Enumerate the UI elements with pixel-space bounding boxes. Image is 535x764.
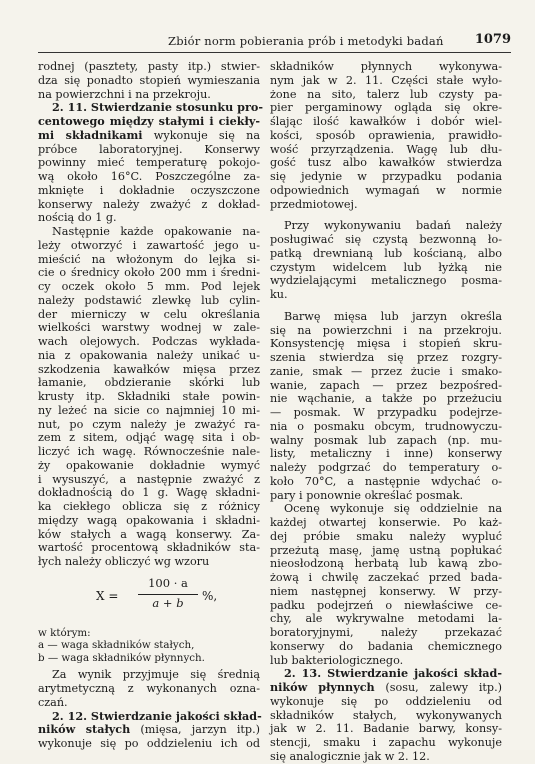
text-line: składników stałych, wykonywanych — [270, 708, 502, 722]
page-header — [38, 30, 511, 53]
legend-line: a — waga składników stałych, — [38, 639, 195, 652]
section-heading: 2. 11. Stwierdzanie stosunku pro- — [52, 100, 263, 115]
text-line: na powierzchni i na przekroju. — [38, 87, 211, 101]
text-line: żone na sito, talerz lub czysty pa- — [270, 87, 502, 101]
section-heading: mi składnikami — [38, 127, 143, 142]
paragraph — [270, 310, 502, 503]
text-line: mknięte i dokładnie oczyszczone — [38, 183, 260, 197]
text-line: należy podstawić zlewkę lub cylin- — [38, 293, 260, 307]
text-line: żową i chwilę zaczekać przed bada- — [270, 571, 502, 584]
text-line: czystym widelcem lub łyżką nie — [270, 260, 502, 274]
text-line: szkodzenia kawałków mięsa przez — [38, 362, 260, 376]
text-line: mieścić na włożonym do lejka si- — [38, 252, 260, 266]
formula-rhs: %, — [202, 588, 218, 603]
spacer — [270, 302, 502, 310]
text-line: stencji, smaku i zapachu wykonuje — [270, 736, 502, 749]
paragraph — [270, 502, 502, 667]
formula-denominator: a + b — [152, 595, 184, 610]
formula-lhs: X = — [96, 588, 119, 603]
section-heading: centowego między stałymi i ciekły- — [38, 114, 260, 128]
section-heading: 2. 13. Stwierdzanie jakości skład- — [284, 666, 502, 681]
section-2-13 — [270, 667, 502, 763]
paragraph — [38, 668, 260, 709]
text-line — [38, 129, 260, 143]
text-line: lub bakteriologicznego. — [270, 653, 404, 667]
text-line: koło 70°C, a następnie wdychać o- — [270, 474, 502, 488]
text-line: wydzielającymi metalicznego posma- — [270, 274, 502, 288]
text-line: i wysuszyć, a następnie zważyć z — [38, 472, 260, 486]
text-line: walny posmak lub zapach (np. mu- — [270, 433, 502, 447]
text-line: łamanie, obdzieranie skórki lub — [38, 376, 260, 390]
section-2-11 — [38, 100, 263, 225]
text-line: posługiwać się czystą bezwonną ło- — [270, 233, 502, 246]
left-column — [38, 60, 263, 751]
text-line: należy podgrzać do temperatury o- — [270, 461, 502, 474]
text-line: nut, po czym należy je zważyć ra- — [38, 417, 260, 431]
text-line: wykonuje się po oddzieleniu ich od — [38, 737, 260, 750]
text-line: szenia stwierdza się przez rozgry- — [270, 351, 502, 364]
text-fragment: (mięsa, jarzyn itp.) — [130, 723, 261, 737]
text-line: Konsystencję mięsa i stopień skru- — [270, 337, 502, 351]
text-line: łych należy obliczyć wg wzoru — [38, 555, 210, 568]
text-line: — posmak. W przypadku podejrze- — [270, 406, 502, 419]
text-line — [38, 723, 260, 737]
text-line: wą około 16°C. Poszczególne za- — [38, 170, 260, 183]
text-line: dza się ponadto stopień wymieszania — [38, 73, 260, 87]
text-fragment: wykonuje się na — [142, 128, 260, 142]
text-line: nieosłodzoną herbatą lub kawą zbo- — [270, 557, 502, 571]
text-line: patką drewnianą lub kościaną, albo — [270, 246, 502, 260]
section-heading: 2. 12. Stwierdzanie jakości skład- — [52, 708, 262, 723]
text-line: się jedynie w przypadku podania — [270, 170, 502, 183]
text-line: Następnie każde opakowanie na- — [52, 225, 260, 238]
text-line: nia z opakowania należy unikać u- — [38, 348, 260, 362]
text-line: liczyć ich wagę. Równocześnie nale- — [38, 445, 260, 458]
formula-legend — [38, 627, 260, 665]
text-line: Za wynik przyjmuje się średnią — [52, 668, 260, 682]
text-fragment: (sosu, zalewy itp.) — [374, 681, 502, 694]
text-line: nie wąchanie, a także po przeżuciu — [270, 392, 502, 406]
text-line: przedmiotowej. — [270, 197, 358, 211]
paragraph — [38, 60, 260, 101]
text-line: nym jak w 2. 11. Części stałe wyło- — [270, 73, 502, 87]
text-line: powinny mieć temperaturę pokojo- — [38, 156, 260, 170]
text-line: gość tusz albo kawałków stwierdza — [270, 156, 502, 170]
text-line: krusty itp. Składniki stałe powin- — [38, 390, 260, 403]
section-heading: ników płynnych — [270, 680, 375, 694]
text-line: rodnej (pasztety, pasty itp.) stwier- — [38, 60, 260, 73]
text-line: pary i ponownie określać posmak. — [270, 488, 464, 502]
text-line: cy oczek około 5 mm. Pod lejek — [38, 280, 260, 293]
text-line: pier pergaminowy ogląda się okre- — [270, 101, 502, 115]
text-line: wanie, zapach — przez bezpośred- — [270, 378, 502, 392]
text-line: wach olejowych. Podczas wykłada- — [38, 335, 260, 348]
running-title: Zbiór norm pobierania prób i metodyki badań — [168, 34, 444, 48]
text-line: wość przyrządzenia. Wagę lub dłu- — [270, 142, 502, 156]
text-line: między wagą opakowania i składni- — [38, 513, 260, 527]
text-line: się analogicznie jak w 2. 12. — [270, 749, 430, 763]
text-line: boratoryjnymi, należy przekazać — [270, 626, 502, 639]
text-line: dokładnością do 1 g. Wagę składni- — [38, 486, 260, 500]
text-line: listy, metaliczny i inne) konserwy — [270, 447, 502, 461]
text-line: niem następnej konserwy. W przy- — [270, 584, 502, 598]
text-line: wartość procentową składników sta- — [38, 541, 260, 555]
formula-numerator: 100 · a — [148, 575, 188, 590]
text-line: arytmetyczną z wykonanych ozna- — [38, 682, 260, 695]
text-line: przeżutą masę, jamę ustną popłukać — [270, 543, 502, 557]
text-line: padku podejrzeń o niewłaściwe ce- — [270, 598, 502, 612]
fraction-bar — [138, 594, 198, 595]
text-line: się na powierzchni i na przekroju. — [270, 323, 502, 337]
spacer — [270, 211, 502, 219]
text-line: ków stałych a wagą konserwy. Za- — [38, 527, 260, 541]
text-line: Barwę mięsa lub jarzyn określa — [284, 309, 502, 323]
text-line — [270, 681, 502, 695]
section-heading: ników stałych — [38, 722, 131, 737]
text-line: chy, ale wykrywalne metodami la- — [270, 612, 502, 626]
text-line: cie o średnicy około 200 mm i średni- — [38, 266, 260, 280]
paragraph — [270, 60, 502, 211]
text-line: ży opakowanie dokładnie wymyć — [38, 458, 260, 472]
text-line: kości, sposób oprawienia, prawidło- — [270, 128, 502, 142]
legend-line: b — waga składników płynnych. — [38, 651, 205, 664]
text-line: nia o posmaku obcym, trudnowyczu- — [270, 419, 502, 433]
text-line: Ocenę wykonuje się oddzielnie na — [284, 502, 502, 516]
formula-fraction — [138, 577, 198, 613]
text-line: jak w 2. 11. Badanie barwy, konsy- — [270, 722, 502, 736]
text-line: odpowiednich wymagań w normie — [270, 183, 502, 197]
text-line: próbce laboratoryjnej. Konserwy — [38, 142, 260, 156]
text-line: leży otworzyć i zawartość jego u- — [38, 238, 260, 252]
page-number: 1079 — [474, 32, 511, 47]
text-line: der mierniczy w celu określania — [38, 307, 260, 321]
text-line: składników płynnych wykonywa- — [270, 60, 502, 73]
right-column — [270, 60, 502, 764]
legend-line: w którym: — [38, 626, 91, 639]
text-line: ka ciekłego oblicza się z różnicy — [38, 500, 260, 513]
text-line: wykonuje się po oddzieleniu od — [270, 694, 502, 708]
paragraph — [270, 219, 502, 302]
text-line: ku. — [270, 288, 288, 301]
text-line: każdej otwartej konserwie. Po każ- — [270, 516, 502, 529]
paragraph — [38, 225, 260, 569]
section-2-12 — [38, 710, 260, 751]
text-line: zem z sitem, odjąć wagę sita i ob- — [38, 431, 260, 445]
text-line: wielkości warstwy wodnej w zale- — [38, 321, 260, 335]
formula — [38, 575, 260, 621]
text-line: czań. — [38, 695, 68, 709]
text-line: ny leżeć na sicie co najmniej 10 mi- — [38, 403, 260, 417]
text-line: zanie, smak — przez żucie i smako- — [270, 364, 502, 378]
text-line: ślając ilość kawałków i dobór wiel- — [270, 115, 502, 128]
text-line: nością do 1 g. — [38, 211, 117, 225]
text-line: Przy wykonywaniu badań należy — [284, 219, 502, 233]
text-line: dej próbie smaku należy wypluć — [270, 529, 502, 543]
text-line: konserwy należy zważyć z dokład- — [38, 197, 260, 211]
text-line: konserwy do badania chemicznego — [270, 639, 502, 653]
